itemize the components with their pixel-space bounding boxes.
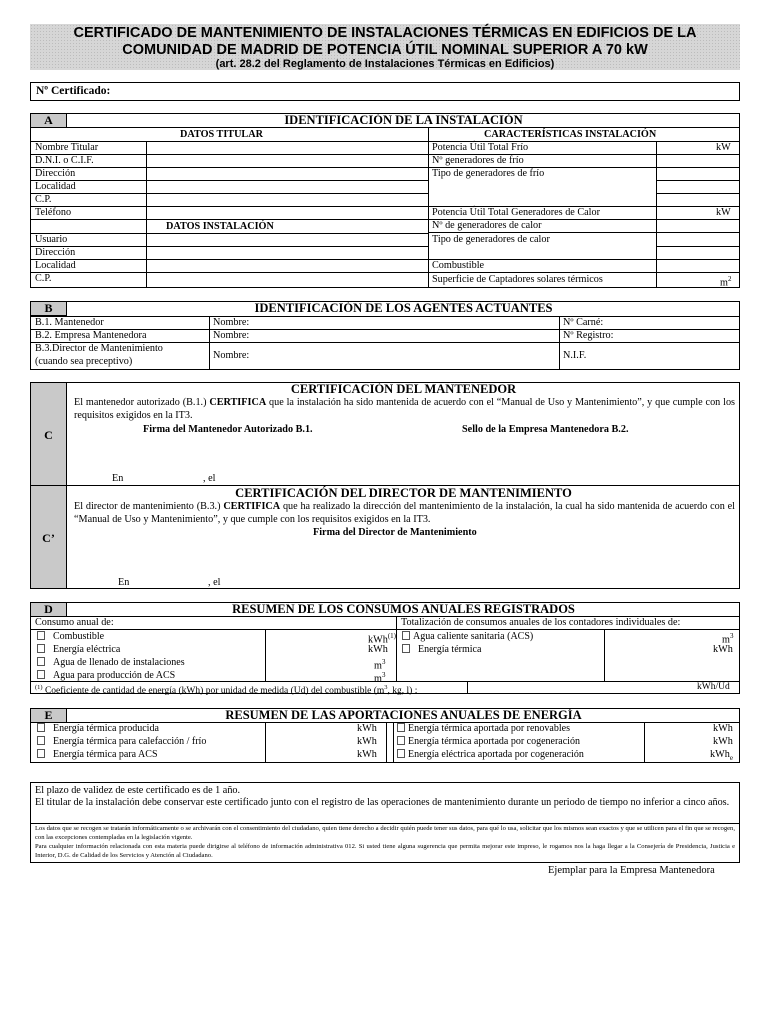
- validity-note: El plazo de validez de este certificado es de 1 año.: [35, 785, 241, 796]
- field-nombre-titular: Nombre Titular: [35, 142, 99, 153]
- field-direccion-titular: Dirección: [35, 168, 76, 179]
- unit-renovables: kWh: [713, 723, 733, 734]
- section-c2-el-label: , el: [208, 577, 221, 588]
- form-title-line1: CERTIFICADO DE MANTENIMIENTO DE INSTALACIONES TÉRMICAS EN EDIFICIOS DE LA: [73, 25, 697, 41]
- unit-total-acs: $m^3$: [722, 632, 734, 646]
- field-localidad-titular: Localidad: [35, 181, 76, 192]
- section-a-title: IDENTIFICACIÓN DE LA INSTALACIÓN: [284, 113, 523, 127]
- section-e-title: RESUMEN DE LAS APORTACIONES ANUALES DE ENERGÍA: [225, 708, 582, 722]
- b3-director-label-2: (cuando sea preceptivo): [35, 356, 133, 367]
- b1-carne-field[interactable]: Nº Carné:: [563, 317, 604, 328]
- potencia-frio-unit: kW: [716, 142, 731, 153]
- b1-mantenedor-label: B.1. Mantenedor: [35, 317, 104, 328]
- checkbox-icon: [37, 670, 45, 679]
- consumo-combustible-checkbox[interactable]: Combustible: [37, 630, 104, 643]
- unit-electrica: kWh: [368, 644, 388, 655]
- form-subtitle: (art. 28.2 del Reglamento de Instalaciones Térmicas en Edificios): [215, 58, 555, 70]
- conservation-note: El titular de la instalación debe conservar este certificado junto con el registro de las operaciones de mantenimiento durante un periodo de tiempo no inferior a cinco años.: [35, 797, 730, 808]
- unit-e-acs: kWh: [357, 749, 377, 760]
- section-c-en-label: En: [112, 473, 124, 484]
- potencia-calor-unit: kW: [716, 207, 731, 218]
- energia-producida-checkbox[interactable]: Energía térmica producida: [37, 722, 159, 735]
- energia-calefaccion-checkbox[interactable]: Energía térmica para calefacción / frío: [37, 735, 206, 748]
- consumo-agua-acs-checkbox[interactable]: Agua para producción de ACS: [37, 669, 175, 682]
- combustible-label: Combustible: [432, 260, 485, 271]
- section-c2-certifica-text: El director de mantenimiento (B.3.) CERTIFICA que ha realizado la dirección del mantenimiento de la instalación, la cual ha sido mantenida de acuerdo con el “Manual de Uso y Mantenimiento”, y que cumple con los requisitos exigidos en la IT3.: [74, 501, 735, 525]
- tipo-generadores-calor-label: Tipo de generadores de calor: [432, 234, 550, 245]
- checkbox-icon: [37, 631, 45, 640]
- checkbox-icon: [37, 644, 45, 653]
- checkbox-icon: [402, 631, 410, 640]
- energia-acs-checkbox[interactable]: Energía térmica para ACS: [37, 748, 158, 761]
- potencia-calor-label: Potencia Útil Total Generadores de Calor: [432, 207, 600, 218]
- checkbox-icon: [37, 723, 45, 732]
- sello-empresa-label: Sello de la Empresa Mantenedora B.2.: [462, 424, 629, 435]
- electrica-cogeneracion-checkbox[interactable]: Energía eléctrica aportada por cogeneración: [397, 748, 584, 761]
- checkbox-icon: [37, 657, 45, 666]
- b2-registro-field[interactable]: Nº Registro:: [563, 330, 614, 341]
- consumo-agua-llenado-checkbox[interactable]: Agua de llenado de instalaciones: [37, 656, 185, 669]
- certificado-label: Nº Certificado:: [36, 85, 111, 97]
- unit-e-producida: kWh: [357, 723, 377, 734]
- field-direccion-instalacion: Dirección: [35, 247, 76, 258]
- b2-nombre-field[interactable]: Nombre:: [213, 330, 250, 341]
- tipo-generadores-frio-label: Tipo de generadores de frío: [432, 168, 545, 179]
- field-dni: D.N.I. o C.I.F.: [35, 155, 94, 166]
- datos-titular-header: DATOS TITULAR: [180, 129, 263, 140]
- form-header: [30, 24, 740, 70]
- section-c-title: CERTIFICACIÓN DEL MANTENEDOR: [290, 382, 517, 396]
- checkbox-icon: [37, 749, 45, 758]
- section-c2-en-label: En: [118, 577, 130, 588]
- section-a-letter: A: [30, 113, 67, 128]
- consumo-electrica-checkbox[interactable]: Energía eléctrica: [37, 643, 120, 656]
- form-title-line2: COMUNIDAD DE MADRID DE POTENCIA ÚTIL NOMINAL SUPERIOR A 70 kW: [122, 42, 648, 58]
- total-energia-termica-checkbox[interactable]: Energía térmica: [402, 643, 481, 656]
- section-c2-letter: C’: [30, 485, 67, 589]
- coeficiente-footnote: $^{(1)}$ Coeficiente de cantidad de energía (kWh) por unidad de medida (Ud) del combustible ($m^3$, kg, l) :: [35, 684, 418, 697]
- information-note: Para cualquier información relacionada con esta materia puede dirigirse al teléfono de información administrativa 012. Si usted tiene alguna sugerencia que permita mejorar este impreso, le rogamos nos la haga llegar a la Consejería de Presidencia, Justicia e Interior, D.G. de Calidad de los Servicios y Atención al Ciudadano.: [35, 843, 735, 859]
- superficie-unit: $m^2$: [720, 275, 732, 289]
- data-protection-note: Los datos que se recogen se tratarán informáticamente o se archivarán con el consentimiento del ciudadano, quien tiene derecho a decidir quién puede tener sus datos, para qué lo usa, solicitar que los mismos sean exactos y que se utilicen para el fin que se recogen, con las excepciones contempladas en la legislación vigente.: [35, 825, 735, 841]
- checkbox-icon: [37, 736, 45, 745]
- ejemplar-label: Ejemplar para la Empresa Mantenedora: [548, 865, 715, 876]
- caracteristicas-header: CARACTERÍSTICAS INSTALACIÓN: [484, 129, 657, 140]
- unit-e-calefaccion: kWh: [357, 736, 377, 747]
- firma-mantenedor-label: Firma del Mantenedor Autorizado B.1.: [143, 424, 313, 435]
- checkbox-icon: [397, 736, 405, 745]
- section-d-title: RESUMEN DE LOS CONSUMOS ANUALES REGISTRADOS: [232, 602, 575, 616]
- total-acs-checkbox[interactable]: Agua caliente sanitaria (ACS): [402, 630, 533, 643]
- field-telefono: Teléfono: [35, 207, 72, 218]
- unit-total-energia: kWh: [713, 644, 733, 655]
- section-c-certifica-text: El mantenedor autorizado (B.1.) CERTIFICA que la instalación ha sido mantenida de acuerdo con el “Manual de Uso y Mantenimiento”, y que cumple con los requisitos exigidos en la IT3.: [74, 397, 736, 421]
- field-usuario: Usuario: [35, 234, 68, 245]
- checkbox-icon: [402, 644, 410, 653]
- unit-electrica-cogeneracion: kWh$_e$: [710, 749, 733, 763]
- coeficiente-unit: kWh/Ud: [697, 682, 730, 692]
- section-c2-title: CERTIFICACIÓN DEL DIRECTOR DE MANTENIMIENTO: [235, 486, 572, 500]
- aportada-cogeneracion-checkbox[interactable]: Energía térmica aportada por cogeneración: [397, 735, 580, 748]
- section-b-title: IDENTIFICACIÓN DE LOS AGENTES ACTUANTES: [254, 301, 553, 315]
- field-cp-titular: C.P.: [35, 194, 52, 205]
- b3-director-label-1: B.3.Director de Mantenimiento: [35, 343, 163, 354]
- unit-combustible: kWh$^{(1)}$: [368, 632, 396, 646]
- datos-instalacion-header: DATOS INSTALACIÓN: [166, 221, 274, 232]
- potencia-frio-label: Potencia Útil Total Frío: [432, 142, 529, 153]
- b3-nombre-field[interactable]: Nombre:: [213, 350, 250, 361]
- b2-empresa-label: B.2. Empresa Mantenedora: [35, 330, 147, 341]
- unit-cogeneracion: kWh: [713, 736, 733, 747]
- field-localidad-instalacion: Localidad: [35, 260, 76, 271]
- checkbox-icon: [397, 749, 405, 758]
- aportada-renovables-checkbox[interactable]: Energía térmica aportada por renovables: [397, 722, 570, 735]
- section-c-letter: C: [30, 382, 67, 486]
- b1-nombre-field[interactable]: Nombre:: [213, 317, 250, 328]
- b3-nif-field[interactable]: N.I.F.: [563, 350, 587, 361]
- firma-director-label: Firma del Director de Mantenimiento: [313, 527, 477, 538]
- unit-agua-llenado: $m^3$: [374, 658, 386, 672]
- checkbox-icon: [397, 723, 405, 732]
- consumo-anual-header: Consumo anual de:: [35, 617, 114, 628]
- certificado-number-field[interactable]: [30, 82, 740, 101]
- n-generadores-calor-label: Nº de generadores de calor: [432, 220, 542, 231]
- superficie-captadores-label: Superficie de Captadores solares térmicos: [432, 274, 603, 285]
- section-b-letter: B: [30, 301, 67, 316]
- unit-agua-acs: $m^3$: [374, 671, 386, 685]
- n-generadores-frio-label: Nº generadores de frío: [432, 155, 524, 166]
- section-c-el-label: , el: [203, 473, 216, 484]
- totalizacion-header: Totalización de consumos anuales de los contadores individuales de:: [401, 617, 681, 628]
- field-cp-instalacion: C.P.: [35, 273, 52, 284]
- section-e-letter: E: [30, 708, 67, 723]
- section-d-letter: D: [30, 602, 67, 617]
